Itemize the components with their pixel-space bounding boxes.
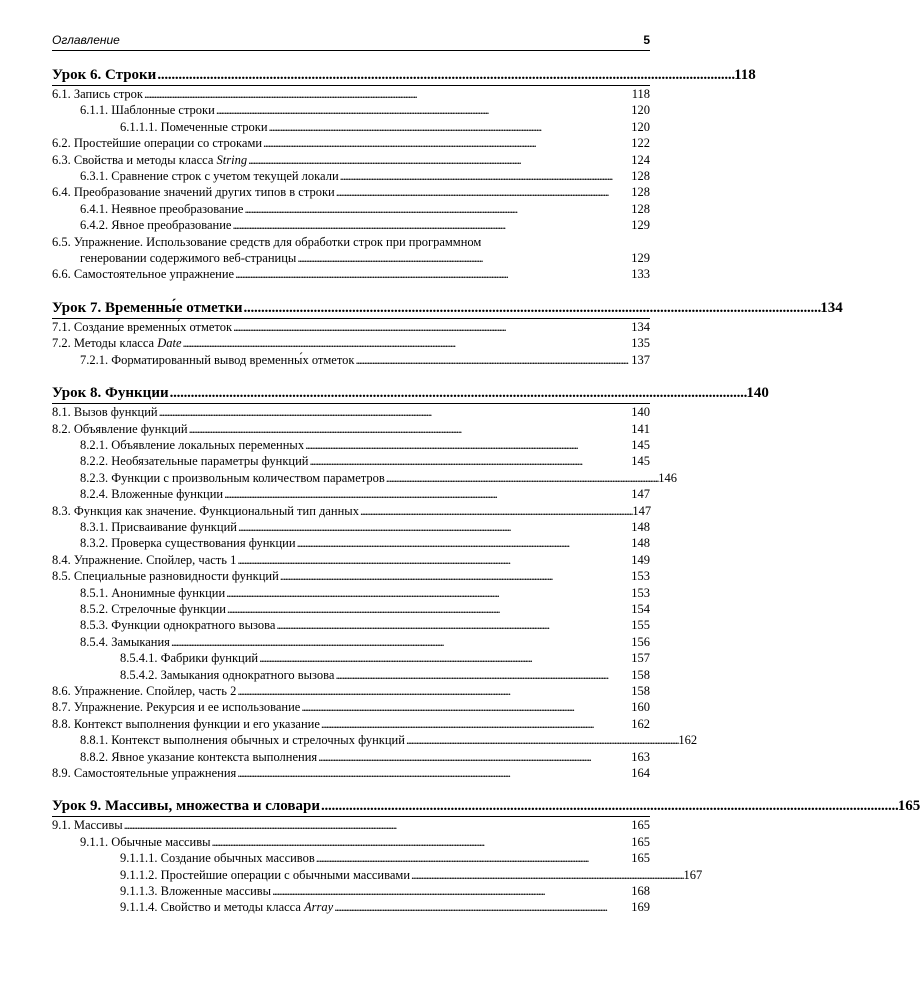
toc-num: 8.1. <box>52 405 71 420</box>
toc-lesson-8[interactable] <box>52 384 769 404</box>
toc-title-text: Свойства и методы класса <box>73 152 214 167</box>
table-of-contents <box>52 66 920 916</box>
toc-page: 120 <box>631 103 650 118</box>
toc-page: 165 <box>897 798 920 815</box>
toc-lesson-9[interactable] <box>52 797 920 817</box>
toc-page: 162 <box>678 733 698 748</box>
toc-entry[interactable] <box>52 765 650 781</box>
toc-num: 8.5.3. <box>80 618 109 633</box>
toc-num: 8.8.1. <box>80 733 109 748</box>
toc-entry[interactable] <box>52 135 650 151</box>
toc-leader <box>297 535 631 551</box>
toc-leader <box>276 617 630 633</box>
toc-leader <box>212 834 631 850</box>
toc-page: 155 <box>631 618 650 633</box>
toc-num: 8.5.4. <box>80 634 109 649</box>
toc-num: 6.6. <box>52 267 71 282</box>
toc-title: Необязательные параметры функций <box>111 454 309 469</box>
toc-entry[interactable] <box>52 352 650 368</box>
toc-page: 133 <box>631 267 650 282</box>
toc-title: Функция как значение. Функциональный тип данных <box>73 503 359 518</box>
toc-leader <box>159 404 631 420</box>
toc-title-code: Array <box>304 900 334 915</box>
toc-num: 6.5. <box>52 234 71 249</box>
toc-leader <box>248 152 630 168</box>
toc-num: 9.1.1. <box>80 834 109 849</box>
toc-title: Вложенные массивы <box>160 884 272 899</box>
toc-leader <box>316 850 630 866</box>
toc-entry[interactable] <box>52 650 650 666</box>
toc-leader <box>310 453 631 469</box>
toc-page: 162 <box>631 716 650 731</box>
toc-leader <box>171 634 630 650</box>
toc-lesson-6[interactable] <box>52 66 756 86</box>
toc-title: Фабрики функций <box>160 651 259 666</box>
toc-leader <box>280 568 630 584</box>
toc-num: 6.4.2. <box>80 218 109 233</box>
toc-leader <box>321 716 630 732</box>
toc-num: 9.1.1.3. <box>120 884 158 899</box>
toc-entry[interactable] <box>52 749 650 765</box>
toc-entry[interactable] <box>52 817 650 833</box>
toc-leader <box>406 732 677 748</box>
toc-title: Массивы <box>73 818 123 833</box>
toc-page: 153 <box>631 569 650 584</box>
toc-leader <box>259 650 630 666</box>
toc-num: 8.2. <box>52 421 71 436</box>
toc-leader <box>238 519 630 535</box>
toc-entry[interactable] <box>52 86 650 102</box>
toc-leader <box>301 699 630 715</box>
section-gap <box>52 283 650 293</box>
toc-page: 158 <box>631 667 650 682</box>
toc-title: Обычные массивы <box>111 834 211 849</box>
toc-title: Объявление локальных переменных <box>111 437 305 452</box>
toc-leader <box>226 585 630 601</box>
toc-num: 9.1.1.2. <box>120 867 158 882</box>
toc-title: Преобразование значений других типов в строки <box>73 185 335 200</box>
toc-leader <box>269 119 631 135</box>
toc-page: 164 <box>631 766 650 781</box>
running-header <box>52 32 650 51</box>
toc-page: 137 <box>631 352 650 367</box>
toc-entry[interactable] <box>52 716 650 732</box>
toc-page: 141 <box>631 421 650 436</box>
toc-num: 8.2.2. <box>80 454 109 469</box>
toc-page: 156 <box>631 634 650 649</box>
toc-title: Создание временны́х отметок <box>73 319 233 334</box>
toc-entry-wrapped[interactable] <box>52 234 650 267</box>
toc-num: 8.3. <box>52 503 71 518</box>
toc-entry[interactable] <box>52 834 650 850</box>
toc-page: 129 <box>631 218 650 233</box>
toc-page: 128 <box>631 169 650 184</box>
toc-lesson-title: Урок 7. Временны́е отметки <box>52 299 243 316</box>
toc-page: 122 <box>631 136 650 151</box>
toc-title: Упражнение. Спойлер, часть 2 <box>73 684 237 698</box>
section-gap <box>52 781 650 791</box>
toc-page: 146 <box>658 470 677 485</box>
toc-title: Стрелочные функции <box>111 601 226 616</box>
toc-entry[interactable] <box>52 319 650 335</box>
toc-page: 128 <box>631 201 650 216</box>
toc-num: 6.4. <box>52 185 71 200</box>
toc-page: 145 <box>631 437 650 452</box>
toc-page: 153 <box>631 585 650 600</box>
toc-title: Замыкания <box>111 634 170 649</box>
toc-leader <box>335 667 630 683</box>
toc-title <box>161 899 334 915</box>
toc-num: 6.3.1. <box>80 169 109 184</box>
toc-num: 8.2.1. <box>80 437 109 452</box>
toc-num: 6.4.1. <box>80 201 109 216</box>
toc-leader <box>272 883 630 899</box>
toc-title: Явное преобразование <box>111 218 232 233</box>
toc-page: 165 <box>631 834 650 849</box>
toc-title: Объявление функций <box>73 421 188 436</box>
toc-entry[interactable] <box>52 421 650 437</box>
toc-leader <box>244 201 630 217</box>
toc-lesson-title: Урок 9. Массивы, множества и словари <box>52 798 321 815</box>
toc-num: 8.5.1. <box>80 585 109 600</box>
toc-lesson-7[interactable] <box>52 299 843 319</box>
toc-num: 7.2. <box>52 336 71 351</box>
toc-page: 118 <box>631 87 650 101</box>
toc-num: 8.4. <box>52 552 71 567</box>
toc-entry[interactable] <box>52 850 650 866</box>
toc-leader <box>237 683 630 699</box>
toc-entry[interactable] <box>52 404 650 420</box>
toc-num: 8.2.3. <box>80 470 109 485</box>
toc-title: Контекст выполнения обычных и стрелочных функций <box>111 733 405 748</box>
toc-page: 147 <box>632 503 652 518</box>
toc-title: Замыкания однократного вызова <box>160 667 335 682</box>
toc-page: 134 <box>820 299 843 316</box>
toc-num: 8.8.2. <box>80 749 109 764</box>
toc-page: 148 <box>631 519 650 534</box>
toc-page: 134 <box>631 319 650 334</box>
toc-num: 6.1. <box>52 87 71 101</box>
toc-num: 8.2.4. <box>80 487 109 502</box>
toc-entry[interactable] <box>52 453 650 469</box>
toc-page: 129 <box>631 251 650 266</box>
toc-num: 8.6. <box>52 684 71 698</box>
toc-num: 8.7. <box>52 700 71 715</box>
toc-title: Упражнение. Использование средств для обработки строк при программном <box>73 234 482 249</box>
toc-title: Упражнение. Рекурсия и ее использование <box>73 700 301 715</box>
toc-leader <box>237 552 630 568</box>
toc-title: Упражнение. Спойлер, часть 1 <box>73 552 237 567</box>
toc-title-text: Свойство и методы класса <box>160 900 301 915</box>
toc-entry[interactable] <box>52 883 650 899</box>
toc-leader <box>124 817 631 833</box>
toc-num: 9.1. <box>52 818 71 833</box>
toc-num: 6.2. <box>52 136 71 151</box>
toc-num: 8.5. <box>52 569 71 584</box>
toc-entry[interactable] <box>52 867 703 883</box>
toc-entry[interactable] <box>52 634 650 650</box>
toc-title: Шаблонные строки <box>111 103 215 118</box>
toc-leader <box>355 352 630 368</box>
toc-entry[interactable] <box>52 552 650 568</box>
toc-page: 165 <box>631 851 650 866</box>
toc-lesson-title: Урок 6. Строки <box>52 67 157 83</box>
toc-num: 6.1.1.1. <box>120 119 158 134</box>
toc-entry[interactable] <box>52 152 650 168</box>
toc-entry[interactable] <box>52 217 650 233</box>
toc-num: 6.1.1. <box>80 103 109 118</box>
toc-entry[interactable] <box>52 119 650 135</box>
toc-entry[interactable] <box>52 732 698 748</box>
toc-title: Анонимные функции <box>111 585 226 600</box>
toc-leader <box>233 319 630 335</box>
toc-entry[interactable] <box>52 568 650 584</box>
toc-title: Запись строк <box>73 87 144 101</box>
toc-lesson-title: Урок 8. Функции <box>52 385 169 402</box>
toc-page: 157 <box>631 651 650 666</box>
toc-entry[interactable] <box>52 899 650 915</box>
toc-page: 149 <box>631 552 650 567</box>
toc-leader <box>144 86 631 102</box>
toc-title: Вызов функций <box>73 405 158 420</box>
section-gap <box>52 368 650 378</box>
toc-leader <box>318 749 630 765</box>
toc-title-cont: генеровании содержимого веб-страницы <box>80 251 297 266</box>
toc-page: 120 <box>631 119 650 134</box>
toc-entry[interactable] <box>52 335 650 351</box>
toc-title: Проверка существования функции <box>111 536 296 551</box>
toc-page: 148 <box>631 536 650 551</box>
toc-title: Контекст выполнения функции и его указание <box>73 716 320 731</box>
toc-num: 8.9. <box>52 766 71 781</box>
toc-page: 128 <box>631 185 650 200</box>
toc-title: Самостоятельное упражнение <box>73 267 235 282</box>
toc-leader <box>235 266 630 282</box>
header-title: Оглавление <box>52 33 120 47</box>
toc-num: 9.1.1.1. <box>120 851 158 866</box>
toc-entry[interactable] <box>52 617 650 633</box>
toc-entry[interactable] <box>52 184 650 200</box>
toc-entry[interactable] <box>52 266 650 282</box>
toc-page: 118 <box>734 67 756 83</box>
toc-num: 8.3.1. <box>80 519 109 534</box>
toc-num: 7.1. <box>52 319 71 334</box>
toc-leader <box>360 503 631 519</box>
toc-leader <box>340 168 631 184</box>
toc-entry[interactable] <box>52 503 650 519</box>
toc-leader <box>183 335 631 351</box>
toc-entry[interactable] <box>52 535 650 551</box>
toc-leader <box>305 437 630 453</box>
toc-title <box>74 152 247 168</box>
toc-entry-first-line <box>52 234 650 250</box>
toc-leader <box>224 486 630 502</box>
toc-leader <box>237 765 630 781</box>
toc-title: Явное указание контекста выполнения <box>111 749 318 764</box>
toc-title: Неявное преобразование <box>111 201 244 216</box>
toc-page: 135 <box>631 336 650 351</box>
header-page-number: 5 <box>643 33 650 47</box>
toc-title-code: String <box>216 152 248 167</box>
toc-page: 154 <box>631 601 650 616</box>
toc-title: Помеченные строки <box>160 119 268 134</box>
toc-num: 8.8. <box>52 716 71 731</box>
toc-leader <box>227 601 630 617</box>
toc-entry[interactable] <box>52 585 650 601</box>
toc-page: 145 <box>631 454 650 469</box>
toc-num: 8.3.2. <box>80 536 109 551</box>
toc-entry[interactable] <box>52 683 650 699</box>
toc-page: 158 <box>631 684 650 698</box>
toc-title: Сравнение строк с учетом текущей локали <box>111 169 339 184</box>
toc-title <box>74 335 182 351</box>
toc-entry[interactable] <box>52 601 650 617</box>
toc-entry[interactable] <box>52 519 650 535</box>
toc-entry[interactable] <box>52 102 650 118</box>
toc-entry[interactable] <box>52 201 650 217</box>
toc-leader <box>244 299 820 318</box>
toc-title-code: Date <box>157 336 182 351</box>
toc-page: 140 <box>746 385 769 402</box>
toc-title: Присваивание функций <box>111 519 237 534</box>
toc-leader <box>297 250 630 266</box>
toc-leader <box>336 184 631 200</box>
toc-title: Вложенные функции <box>111 487 224 502</box>
toc-leader <box>170 384 746 403</box>
toc-entry[interactable] <box>52 699 650 715</box>
toc-num: 8.5.2. <box>80 601 109 616</box>
toc-num: 8.5.4.2. <box>120 667 158 682</box>
toc-leader <box>321 797 897 816</box>
toc-title: Функции с произвольным количеством параметров <box>111 470 385 485</box>
toc-entry[interactable] <box>52 168 650 184</box>
toc-page: 165 <box>631 818 650 833</box>
toc-leader <box>216 102 630 118</box>
toc-leader <box>386 470 657 486</box>
toc-title: Функции однократного вызова <box>111 618 276 633</box>
toc-title: Простейшие операции со строками <box>73 136 263 151</box>
toc-title: Форматированный вывод временны́х отметок <box>111 352 355 367</box>
toc-num: 6.3. <box>52 152 71 167</box>
toc-entry[interactable] <box>52 486 650 502</box>
toc-entry[interactable] <box>52 470 677 486</box>
toc-leader <box>157 66 733 85</box>
toc-page: 147 <box>631 487 650 502</box>
toc-leader <box>334 899 630 915</box>
toc-leader <box>189 421 631 437</box>
toc-title: Самостоятельные упражнения <box>73 766 237 781</box>
toc-entry[interactable] <box>52 437 650 453</box>
toc-entry-continuation <box>52 250 650 266</box>
toc-title-text: Методы класса <box>73 336 155 351</box>
toc-leader <box>232 217 630 233</box>
toc-leader <box>263 135 630 151</box>
toc-page: 140 <box>631 405 650 420</box>
toc-leader <box>411 867 682 883</box>
toc-title: Простейшие операции с обычными массивами <box>160 867 411 882</box>
toc-page: 168 <box>631 884 650 899</box>
toc-entry[interactable] <box>52 667 650 683</box>
toc-page: 163 <box>631 749 650 764</box>
toc-page: 124 <box>631 152 650 167</box>
toc-num: 9.1.1.4. <box>120 900 158 915</box>
toc-title: Создание обычных массивов <box>160 851 315 866</box>
toc-num: 8.5.4.1. <box>120 651 158 666</box>
toc-title: Специальные разновидности функций <box>73 569 279 584</box>
toc-page: 169 <box>631 900 650 915</box>
toc-num: 7.2.1. <box>80 352 109 367</box>
toc-page: 160 <box>631 700 650 715</box>
toc-page: 167 <box>683 867 703 882</box>
